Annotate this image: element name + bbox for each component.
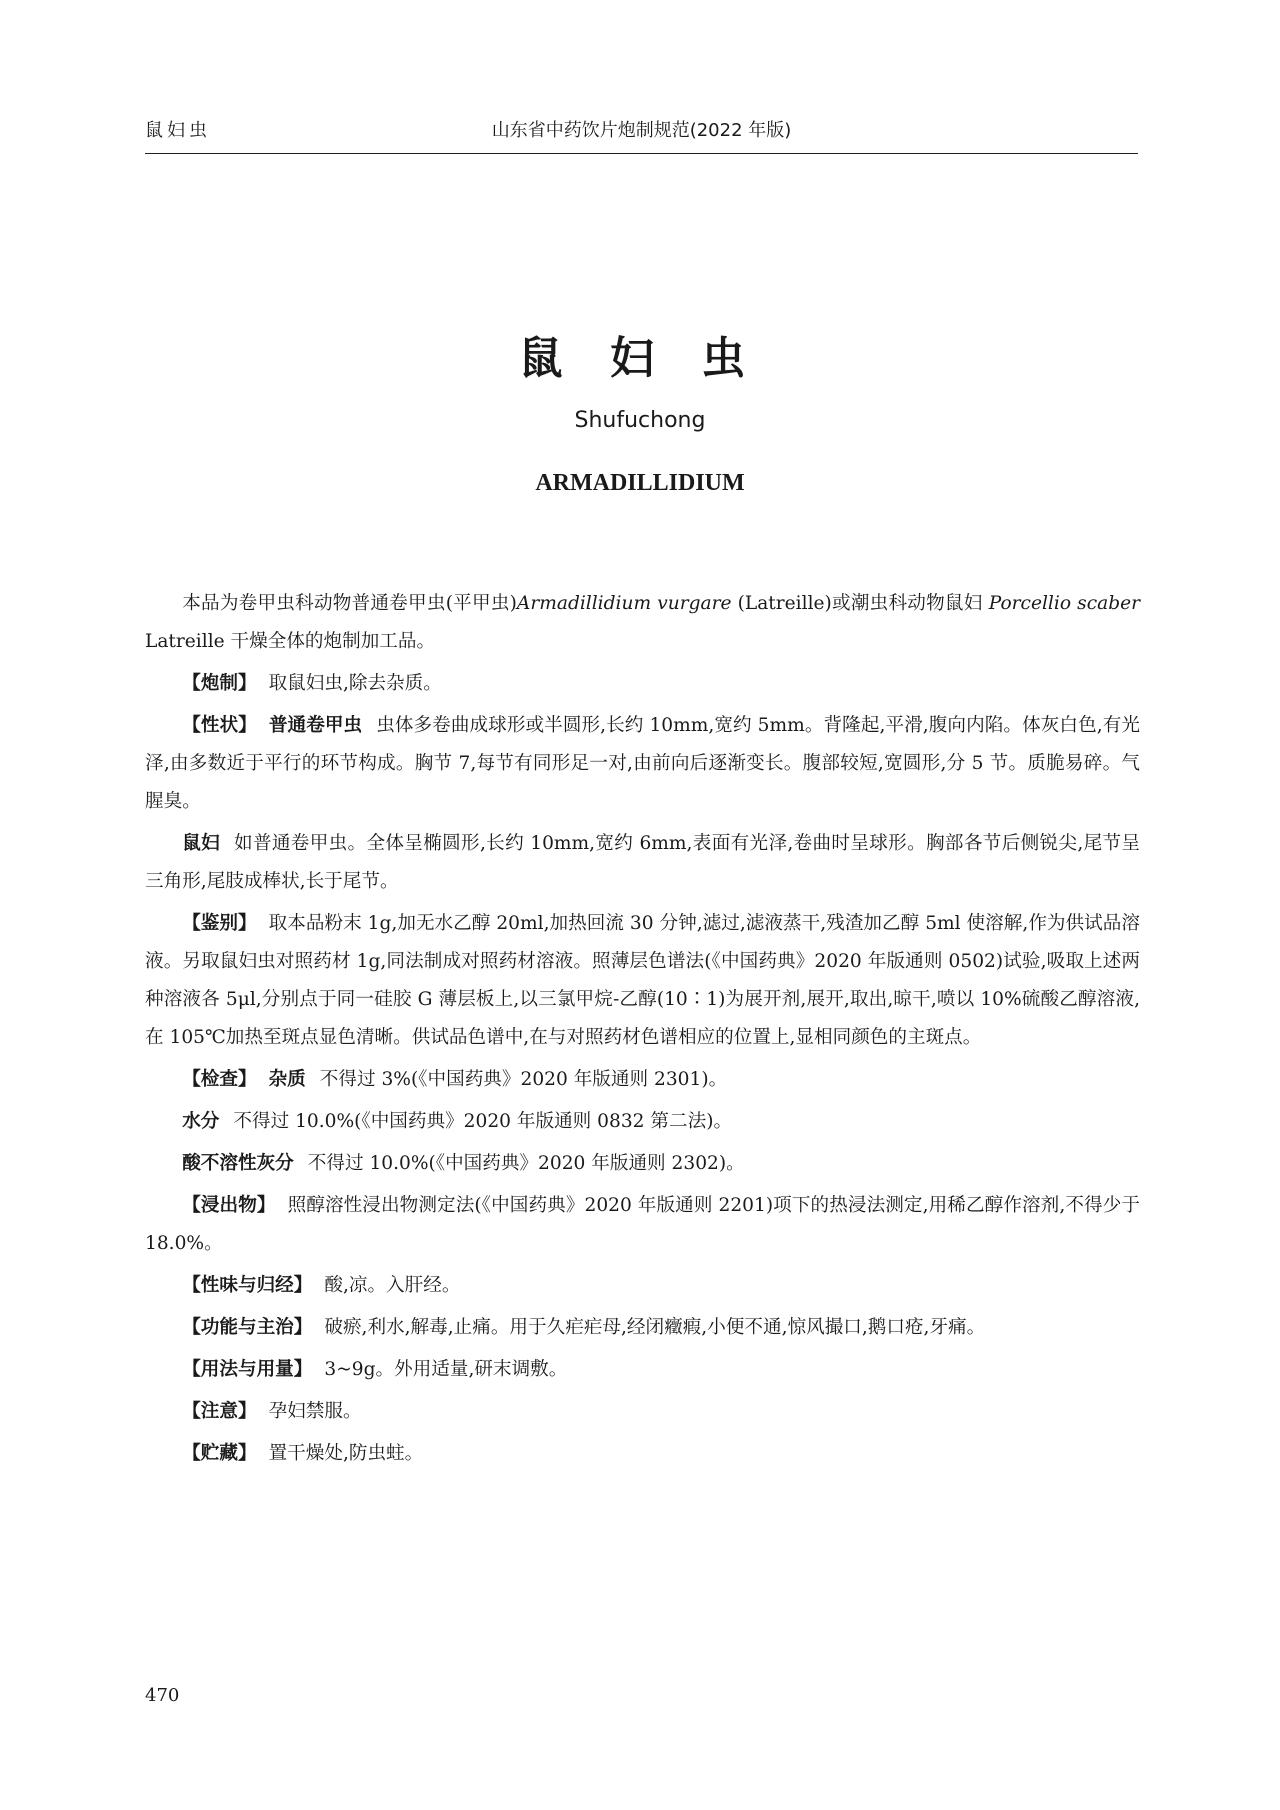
- section-text: 取本品粉末 1g,加无水乙醇 20ml,加热回流 30 分钟,滤过,滤液蒸干,残渣加乙醇 5ml 使溶解,作为供试品溶液。另取鼠妇虫对照药材 1g,同法制成对照药材溶液。照薄层色谱法(《中国药典》2020 年版通则 0502)试验,吸取上述两种溶液各 5μl,分别点于同一硅胶 G 薄层板上,以三氯甲烷-乙醇(10∶1)为展开剂,展开,取出,晾干,喷以 10%硫酸乙醇溶液,在 105℃加热至斑点显色清晰。供试品色谱中,在与对照药材色谱相应的位置上,显相同颜色的主斑点。: [145, 913, 1140, 1048]
- identification-section: [145, 905, 1140, 1057]
- description-subsection: [145, 825, 1140, 901]
- page-number: 470: [145, 1685, 180, 1706]
- section-label: 【鉴别】: [182, 913, 257, 934]
- section-text: 孕妇禁服。: [268, 1401, 362, 1422]
- usage-section: [145, 1351, 1140, 1389]
- header-rule: [145, 153, 1138, 154]
- section-text: 破瘀,利水,解毒,止痛。用于久疟疟母,经闭癥瘕,小便不通,惊风撮口,鹅口疮,牙痛。: [324, 1317, 986, 1338]
- section-text: 不得过 3%(《中国药典》2020 年版通则 2301)。: [319, 1069, 728, 1090]
- entry-title: 鼠 妇 虫: [518, 333, 762, 384]
- section-text: 不得过 10.0%(《中国药典》2020 年版通则 2302)。: [307, 1153, 745, 1174]
- inspection-section: [145, 1061, 1140, 1099]
- species-name: Porcellio scaber: [988, 593, 1140, 614]
- section-text: 不得过 10.0%(《中国药典》2020 年版通则 0832 第二法)。: [233, 1111, 733, 1132]
- section-label: 【性味与归经】: [182, 1275, 313, 1296]
- subsection-label: 杂质: [268, 1069, 306, 1090]
- section-label: 【功能与主治】: [182, 1317, 313, 1338]
- section-label: 【用法与用量】: [182, 1359, 313, 1380]
- section-label: 【贮藏】: [182, 1443, 257, 1464]
- section-label: 【注意】: [182, 1401, 257, 1422]
- section-text: 取鼠妇虫,除去杂质。: [268, 673, 442, 694]
- nature-section: [145, 1267, 1140, 1305]
- section-label: 【炮制】: [182, 673, 257, 694]
- intro-paragraph: [145, 585, 1140, 661]
- section-text: 置干燥处,防虫蛀。: [268, 1443, 424, 1464]
- extract-section: [145, 1187, 1140, 1263]
- section-label: 【性状】: [182, 715, 257, 736]
- intro-text: 本品为卷甲虫科动物普通卷甲虫(平甲虫): [182, 593, 517, 614]
- running-head-section: 鼠妇虫: [145, 120, 211, 141]
- monograph-body: [145, 585, 1140, 1473]
- species-name: Armadillidium vurgare: [516, 593, 732, 614]
- entry-pinyin: Shufuchong: [574, 408, 706, 433]
- entry-latin-name: ARMADILLIDIUM: [535, 470, 745, 496]
- subsection-label: 水分: [182, 1111, 220, 1132]
- subsection-label: 普通卷甲虫: [268, 715, 363, 736]
- section-text: 虫体多卷曲成球形或半圆形,长约 10mm,宽约 5mm。背隆起,平滑,腹向内陷。体灰白色,有光泽,由多数近于平行的环节构成。胸节 7,每节有同形足一对,由前向后逐渐变长。腹部较短,宽圆形,分 5 节。质脆易碎。气腥臭。: [145, 715, 1140, 812]
- section-text: 如普通卷甲虫。全体呈椭圆形,长约 10mm,宽约 6mm,表面有光泽,卷曲时呈球形。胸部各节后侧锐尖,尾节呈三角形,尾肢成棒状,长于尾节。: [145, 833, 1140, 892]
- section-label: 【浸出物】: [182, 1195, 276, 1216]
- section-label: 【检查】: [182, 1069, 257, 1090]
- storage-section: [145, 1435, 1140, 1473]
- processing-section: [145, 665, 1140, 703]
- section-text: 照醇溶性浸出物测定法(《中国药典》2020 年版通则 2201)项下的热浸法测定,用稀乙醇作溶剂,不得少于 18.0%。: [145, 1195, 1140, 1254]
- inspection-subsection: [145, 1145, 1140, 1183]
- inspection-subsection: [145, 1103, 1140, 1141]
- subsection-label: 鼠妇: [182, 833, 221, 854]
- section-text: 3~9g。外用适量,研末调敷。: [324, 1359, 568, 1380]
- section-text: 酸,凉。入肝经。: [324, 1275, 461, 1296]
- subsection-label: 酸不溶性灰分: [182, 1153, 294, 1174]
- intro-text: (Latreille)或潮虫科动物鼠妇: [731, 593, 989, 614]
- running-head: [145, 116, 1138, 148]
- intro-text: Latreille 干燥全体的炮制加工品。: [145, 631, 436, 652]
- caution-section: [145, 1393, 1140, 1431]
- description-section: [145, 707, 1140, 821]
- function-section: [145, 1309, 1140, 1347]
- running-head-book-title: 山东省中药饮片炮制规范(2022 年版): [491, 120, 792, 141]
